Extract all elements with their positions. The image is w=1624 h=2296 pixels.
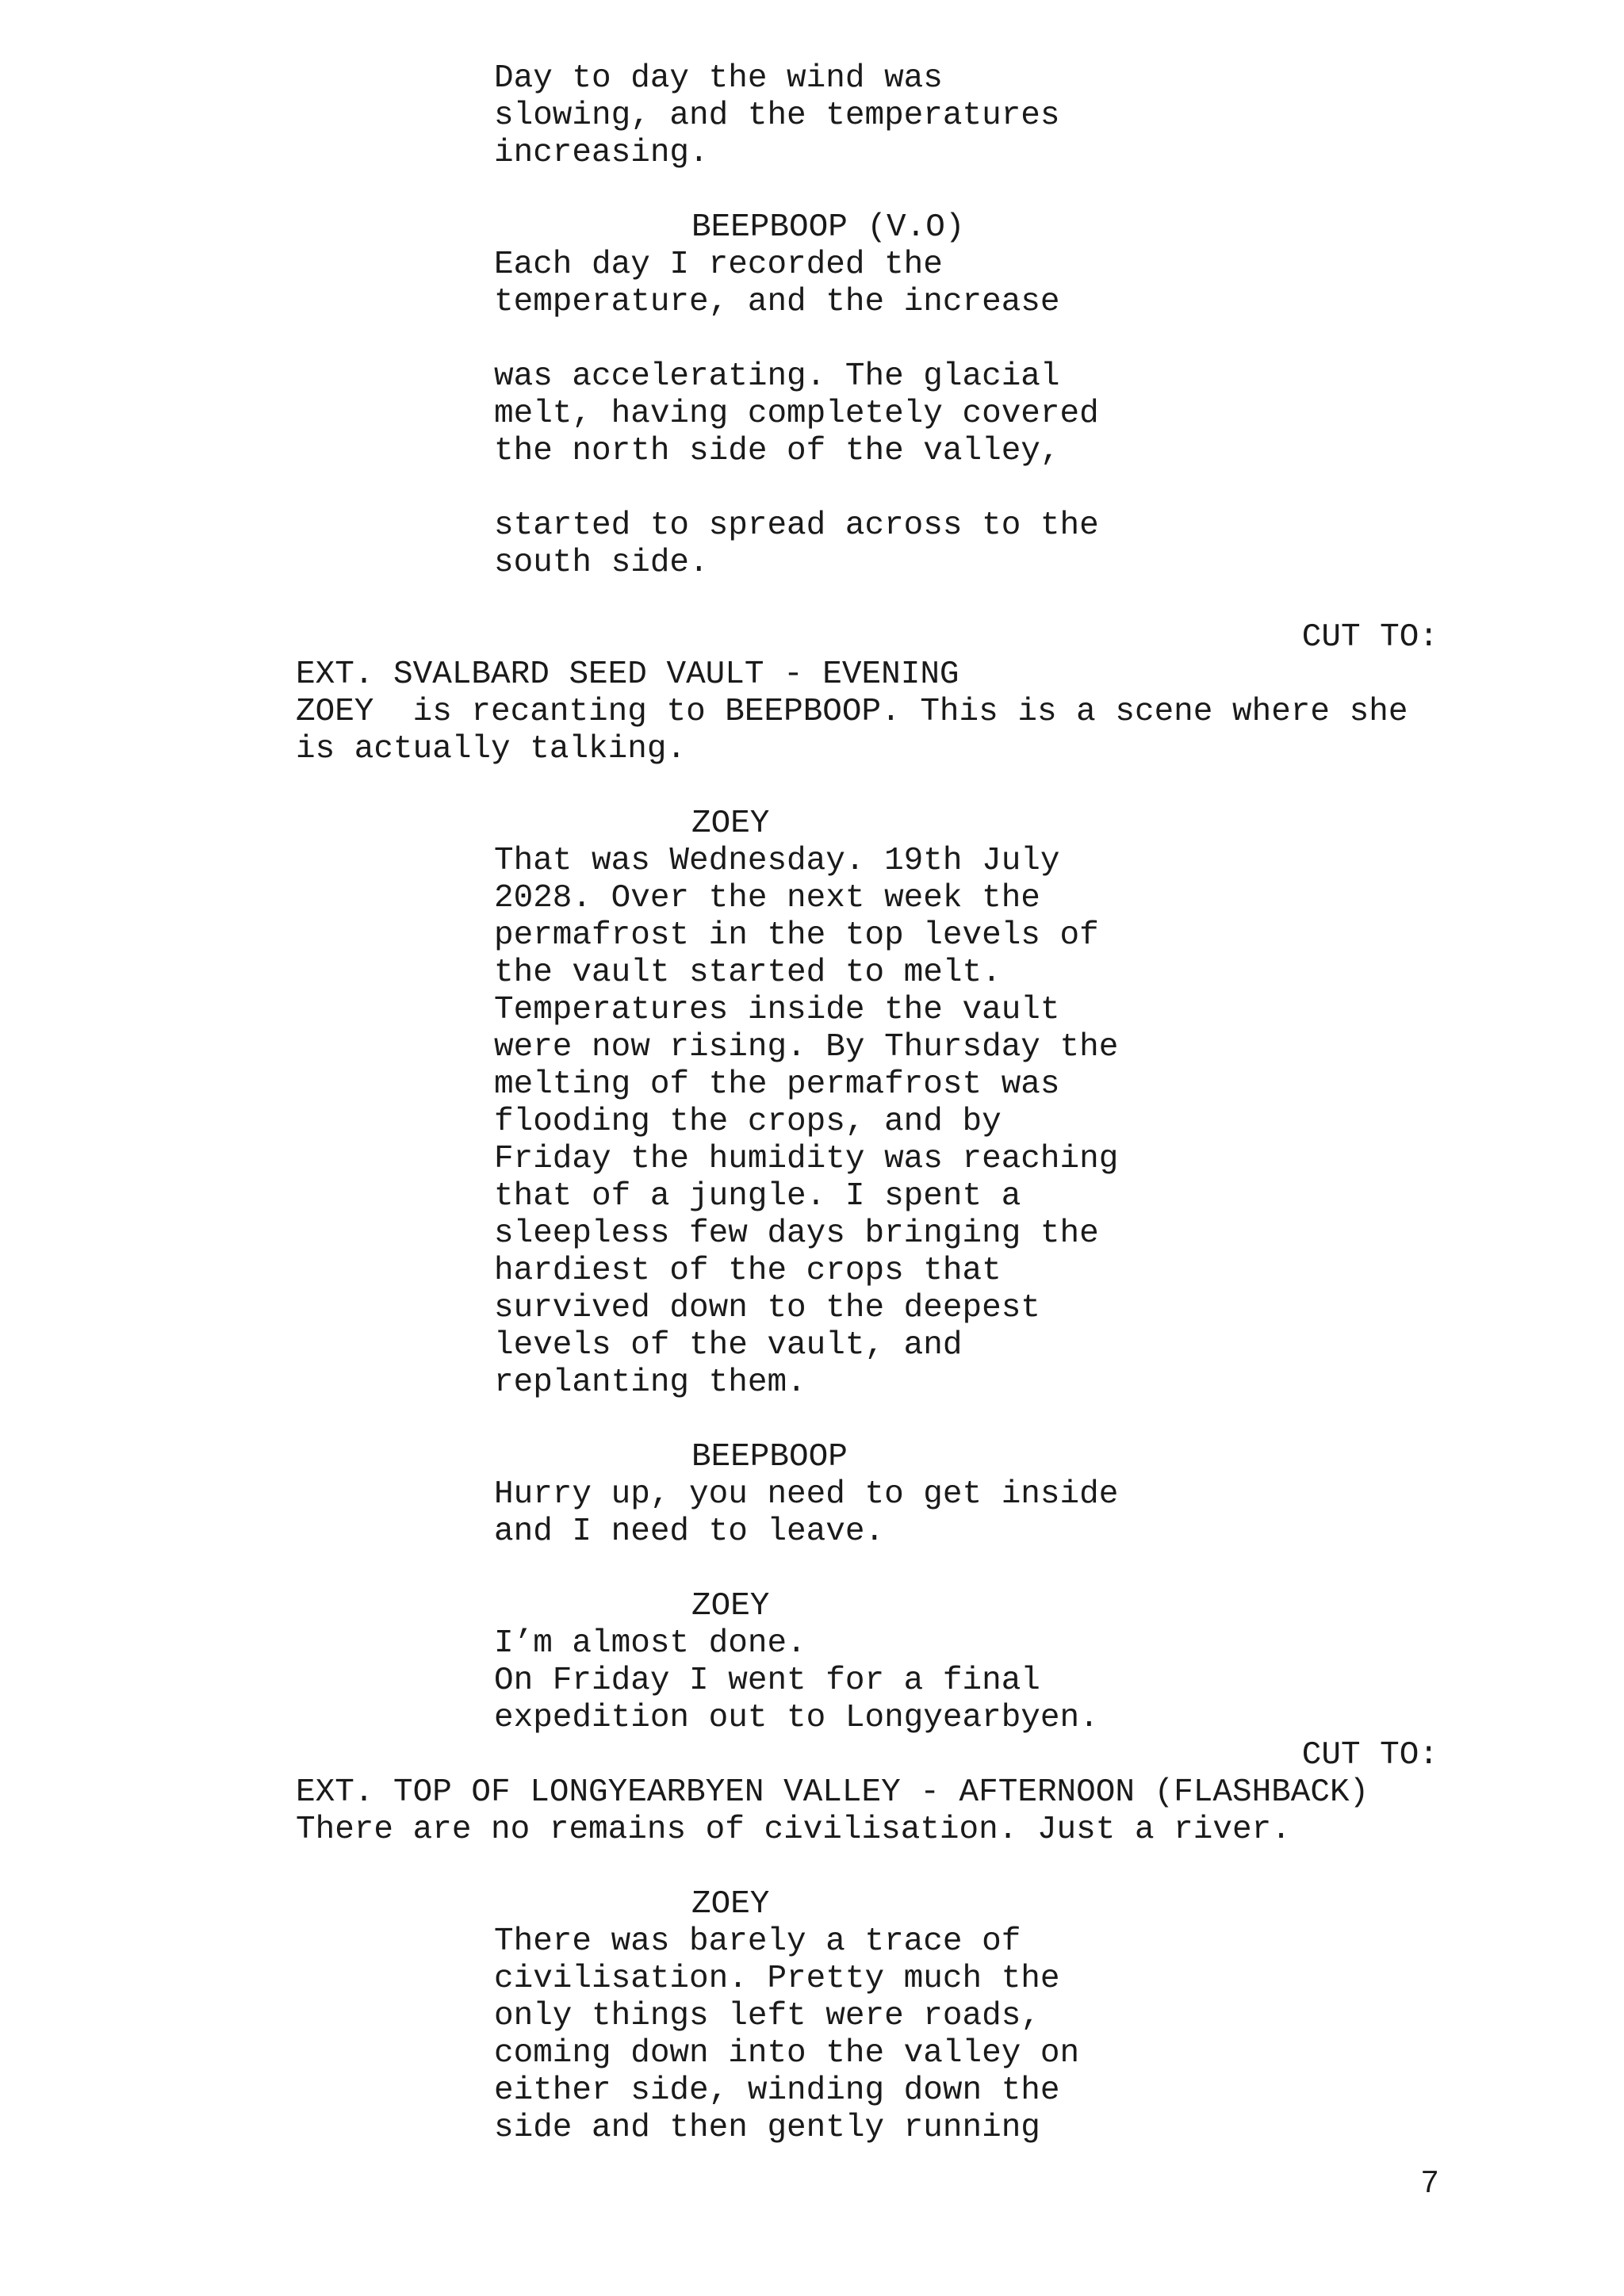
character-name: BEEPBOOP — [691, 1439, 848, 1475]
dialogue-line: permafrost in the top levels of — [494, 917, 1099, 954]
dialogue-line: were now rising. By Thursday the — [494, 1029, 1119, 1066]
transition: CUT TO: — [1301, 619, 1438, 656]
dialogue-line: flooding the crops, and by — [494, 1104, 1002, 1140]
dialogue-line: south side. — [494, 545, 709, 581]
dialogue-line: There was barely a trace of — [494, 1923, 1021, 1960]
dialogue-line: On Friday I went for a final — [494, 1663, 1040, 1699]
character-name: BEEPBOOP (V.O) — [691, 209, 965, 246]
character-name: ZOEY — [691, 1886, 770, 1923]
dialogue-line: the vault started to melt. — [494, 955, 1002, 991]
dialogue-line: levels of the vault, and — [494, 1327, 963, 1364]
dialogue-line: started to spread across to the — [494, 507, 1099, 544]
dialogue-line: civilisation. Pretty much the — [494, 1961, 1060, 1997]
dialogue-line: Each day I recorded the — [494, 247, 943, 283]
action-line: is actually talking. — [296, 731, 687, 767]
character-name: ZOEY — [691, 1588, 770, 1624]
dialogue-line: the north side of the valley, — [494, 433, 1060, 469]
dialogue-line: either side, winding down the — [494, 2072, 1060, 2109]
dialogue-line: hardiest of the crops that — [494, 1253, 1002, 1289]
dialogue-line: survived down to the deepest — [494, 1290, 1040, 1326]
dialogue-line: increasing. — [494, 135, 709, 171]
dialogue-line: Temperatures inside the vault — [494, 992, 1060, 1028]
dialogue-line: Day to day the wind was — [494, 60, 943, 97]
dialogue-line: sleepless few days bringing the — [494, 1215, 1099, 1252]
dialogue-line: Hurry up, you need to get inside — [494, 1476, 1119, 1513]
dialogue-line: That was Wednesday. 19th July — [494, 843, 1060, 879]
dialogue-line: temperature, and the increase — [494, 284, 1060, 320]
dialogue-line: and I need to leave. — [494, 1513, 885, 1550]
character-name: ZOEY — [691, 806, 770, 842]
dialogue-line: 2028. Over the next week the — [494, 880, 1040, 916]
dialogue-line: slowing, and the temperatures — [494, 98, 1060, 134]
dialogue-line: melting of the permafrost was — [494, 1066, 1060, 1103]
dialogue-line: that of a jungle. I spent a — [494, 1178, 1021, 1215]
action-line: ZOEY is recanting to BEEPBOOP. This is a scene where she — [296, 694, 1408, 730]
dialogue-line: expedition out to Longyearbyen. — [494, 1700, 1099, 1736]
dialogue-line: only things left were roads, — [494, 1998, 1040, 2034]
scene-heading: EXT. SVALBARD SEED VAULT - EVENING — [296, 656, 959, 693]
dialogue-line: coming down into the valley on — [494, 2035, 1080, 2072]
dialogue-line: Friday the humidity was reaching — [494, 1141, 1119, 1177]
transition: CUT TO: — [1301, 1737, 1438, 1774]
page-number: 7 — [1421, 2165, 1438, 2199]
dialogue-line: melt, having completely covered — [494, 396, 1099, 432]
dialogue-line: I’m almost done. — [494, 1625, 806, 1662]
scene-heading: EXT. TOP OF LONGYEARBYEN VALLEY - AFTERNOON (FLASHBACK) — [296, 1774, 1369, 1811]
dialogue-line: replanting them. — [494, 1364, 806, 1401]
dialogue-line: was accelerating. The glacial — [494, 358, 1060, 395]
action-line: There are no remains of civilisation. Just a river. — [296, 1812, 1291, 1848]
dialogue-line: side and then gently running — [494, 2110, 1040, 2146]
